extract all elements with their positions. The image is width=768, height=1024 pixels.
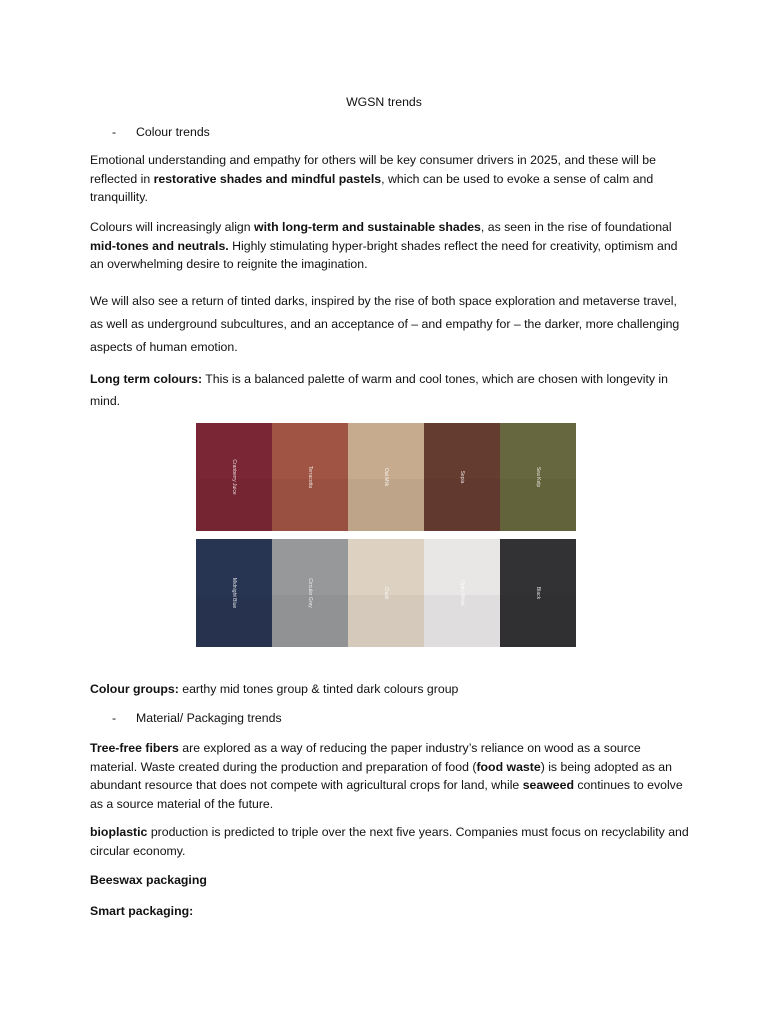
colour-swatch (424, 423, 500, 531)
paragraph-bioplastic (90, 823, 690, 860)
colour-swatch (348, 539, 424, 647)
paragraph-beeswax-packaging (90, 871, 690, 890)
bold-text-run: restorative shades and mindful pastels (153, 171, 382, 186)
swatch-label: Chalk (383, 586, 389, 600)
colour-swatch (272, 423, 348, 531)
palette-long-term-colours-row-2 (196, 539, 576, 647)
swatch-label: Optic White (459, 580, 465, 606)
text-run: , which can be used to evoke a sense of calm and tranquillity. (90, 171, 654, 204)
palette-long-term-colours-row-1 (196, 423, 576, 531)
bold-text-run: Colour groups: (90, 682, 179, 696)
swatch-label: Midnight Blue (231, 577, 237, 609)
colour-swatch (500, 423, 576, 531)
colour-trends-heading: Colour trends (136, 125, 210, 139)
swatch-label: Terracotta (307, 465, 313, 489)
colour-swatch (424, 539, 500, 647)
text-run: production is predicted to triple over the next five years. Companies must focus on recyclability and circular economy. (90, 825, 689, 858)
paragraph-tree-free-fibers (90, 739, 690, 813)
text-run: Colours will increasingly align (90, 220, 255, 234)
swatch-label: Oat Milk (383, 467, 389, 487)
text-run: Emotional understanding and empathy for others will be key consumer drivers in 2025, and these will be reflected in (90, 153, 656, 186)
colour-swatch (196, 539, 272, 647)
colour-swatch (272, 539, 348, 647)
swatch-label: Sepia (459, 470, 465, 484)
bullet-dash: - (112, 711, 117, 725)
bold-text-run: Beeswax packaging (90, 873, 207, 887)
paragraph-long-term-colours (90, 368, 690, 412)
text-run: Highly stimulating hyper-bright shades reflect the need for creativity, optimism and an overwhelming desire to reignite the imagination. (90, 238, 678, 271)
page-title: WGSN trends (346, 95, 422, 109)
bold-text-run: food waste (476, 759, 541, 774)
bold-text-run: seaweed (522, 778, 574, 792)
swatch-shade (500, 595, 576, 647)
material-trends-heading: Material/ Packaging trends (136, 711, 282, 725)
paragraph-emotional-understanding (90, 151, 690, 207)
text-run: earthy mid tones group & tinted dark colours group (178, 682, 459, 696)
bullet-dash: - (112, 125, 117, 139)
text-run: , as seen in the rise of foundational (480, 220, 672, 234)
colour-swatch (500, 539, 576, 647)
swatch-shade (424, 479, 500, 531)
bold-text-run: with long-term and sustainable shades (254, 220, 481, 234)
text-run: continues to evolve as a source material of the future. (90, 778, 683, 811)
paragraph-tinted-darks: We will also see a return of tinted darks, inspired by the rise of both space exploration and metaverse travel, as well as underground subcultures, and an acceptance of – and empathy for – the darker, more challenging aspects of human emotion. (90, 294, 680, 354)
bold-text-run: Tree-free fibers (90, 741, 179, 755)
text-run: ) is being adopted as an abundant resource that does not compete with agricultural crops for land, while (90, 759, 672, 792)
text-run: are explored as a way of reducing the paper industry’s reliance on wood as a source material. Waste created during the production and preparation of food ( (90, 741, 641, 774)
bold-text-run: Long term colours: (90, 372, 203, 386)
swatch-label: Sea Kelp (535, 466, 541, 488)
colour-swatch (348, 423, 424, 531)
colour-swatch (196, 423, 272, 531)
paragraph-long-term-shades (90, 218, 690, 274)
paragraph-smart-packaging (90, 902, 690, 921)
bold-text-run: Smart packaging: (90, 904, 194, 918)
bold-text-run: bioplastic (90, 825, 148, 839)
bold-text-run: mid-tones and neutrals. (90, 238, 229, 253)
text-run: This is a balanced palette of warm and cool tones, which are chosen with longevity in mind. (90, 372, 668, 408)
swatch-label: Circular Grey (307, 578, 313, 608)
swatch-shade (348, 595, 424, 647)
swatch-shade (348, 479, 424, 531)
swatch-label: Cranberry Juice (231, 459, 237, 495)
swatch-label: Black (535, 586, 541, 600)
paragraph-colour-groups (90, 680, 690, 699)
